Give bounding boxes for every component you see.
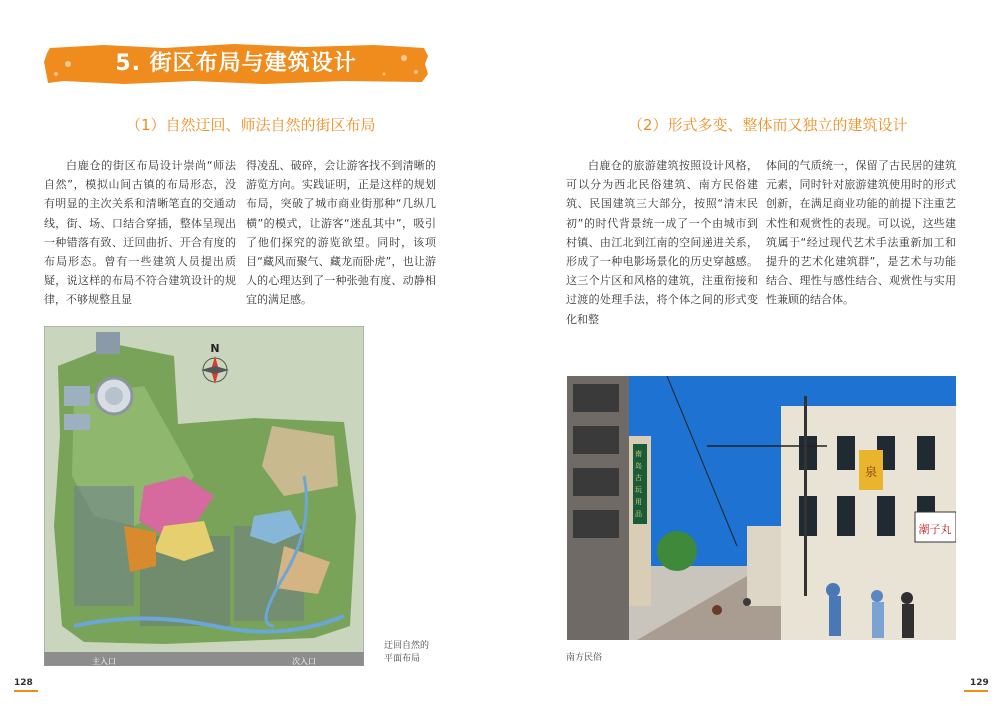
right-body-col2: 体间的气质统一，保留了古民居的建筑元素，同时针对旅游建筑使用时的形式创新，在满足商业功能的前提下注重艺术性和观赏性的表现。可以说，这些建筑属于“经过现代艺术手法重新加工和提升的艺术化建筑群”，是艺术与功能结合、理性与感性结合、观赏性与实用性兼顾的结合体。	[766, 159, 956, 307]
caption-line-1: 迂回自然的	[384, 641, 430, 651]
right-figure-caption: 南方民俗	[566, 653, 603, 663]
site-plan-figure	[44, 326, 364, 666]
right-shop-sign-text: 潮子丸	[918, 523, 952, 536]
compass-north-label: N	[210, 342, 220, 355]
page-number-right: 129	[970, 678, 989, 688]
left-subtitle: （1）自然迂回、师法自然的街区布局	[126, 116, 376, 134]
sign-char-4: 玩	[635, 486, 642, 494]
site-plan-map	[44, 326, 364, 666]
page-number-left: 128	[14, 678, 33, 688]
street-photo	[567, 376, 956, 640]
box-shop-sign-text: 泉	[864, 465, 878, 479]
left-body-col2: 得凌乱、破碎，会让游客找不到清晰的游览方向。实践证明，正是这样的规划布局，突破了城市商业街那种“几纵几横”的模式，让游客“迷乱其中”，吸引了他们探究的游览欲望。同时，该项目“藏风而聚气、藏龙而卧虎”，也让游人的心理达到了一种张弛有度、动静相宜的满足感。	[246, 159, 436, 307]
page-rule-left	[14, 690, 38, 692]
sign-char-6: 品	[635, 510, 642, 518]
left-figure-caption	[384, 640, 429, 666]
sign-char-3: 古	[635, 474, 642, 482]
caption-line-2: 平面布局	[384, 654, 421, 664]
side-entrance-label: 次入口	[292, 657, 316, 666]
right-subtitle: （2）形式多变、整体而又独立的建筑设计	[628, 116, 908, 134]
sign-char-2: 岛	[635, 462, 642, 470]
section-title: 5. 街区布局与建筑设计	[115, 51, 357, 76]
sign-char-5: 用	[635, 498, 642, 506]
right-body-col1: 白鹿仓的旅游建筑按照设计风格，可以分为西北民俗建筑、南方民俗建筑、民国建筑三大部分，按照“清末民初”的时代背景统一成了一个由城市到村镇、由江北到江南的空间递进关系，形成了一种电影场景化的历史穿越感。这三个片区和风格的建筑，注重衔接和过渡的处理手法，将个体之间的形式变化和整	[566, 159, 758, 326]
sign-char-1: 南	[635, 450, 642, 458]
section-banner	[44, 44, 428, 84]
left-body-col1: 白鹿仓的街区布局设计崇尚“师法自然”，模拟山间古镇的布局形态，没有明显的主次关系和清晰笔直的交通动线，街、场、口结合穿插，整体呈现出一种错落有致、迂回曲折、开合有度的布局形态。曾有一些建筑人员提出质疑，说这样的布局不符合建筑设计的规律，不够规整且显	[44, 159, 236, 307]
street-photo-image	[567, 376, 956, 640]
page-rule-right	[964, 690, 988, 692]
main-entrance-label: 主入口	[92, 657, 116, 666]
